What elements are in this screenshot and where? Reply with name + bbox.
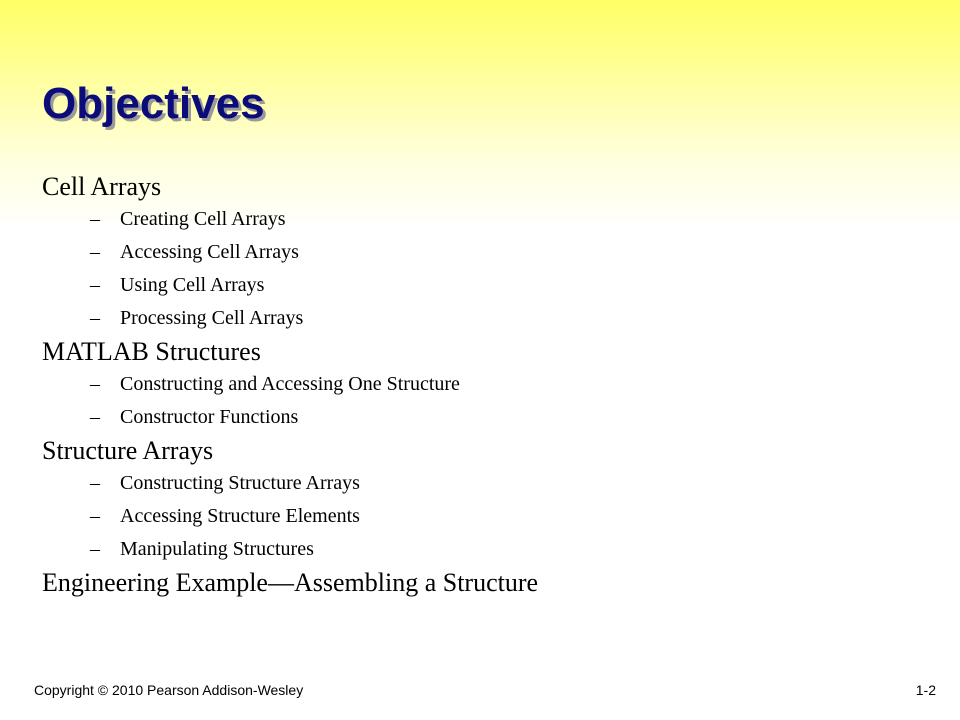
page-number: 1-2: [915, 682, 936, 698]
list-item: [42, 203, 922, 236]
slide-title: Objectives: [42, 79, 265, 128]
section-heading-structure-arrays: Structure Arrays: [42, 436, 214, 465]
list-item: [42, 269, 922, 302]
list-item: [42, 500, 922, 533]
list-item: [42, 302, 922, 335]
objectives-list: [42, 170, 922, 599]
dash-bullet: –: [90, 241, 100, 263]
section-heading-matlab-structures: MATLAB Structures: [42, 337, 261, 366]
copyright-text: Copyright © 2010 Pearson Addison-Wesley: [34, 682, 304, 698]
list-item-label: Creating Cell Arrays: [120, 208, 286, 230]
list-item: [42, 236, 922, 269]
list-item-label: Using Cell Arrays: [120, 274, 265, 296]
section-heading-engineering-example: Engineering Example—Assembling a Structure: [42, 568, 539, 597]
dash-bullet: –: [90, 274, 100, 296]
dash-bullet: –: [90, 472, 100, 494]
list-item-label: Manipulating Structures: [120, 538, 314, 560]
list-item: [42, 533, 922, 566]
dash-bullet: –: [90, 406, 100, 428]
list-item-label: Processing Cell Arrays: [120, 307, 304, 329]
dash-bullet: –: [90, 505, 100, 527]
dash-bullet: –: [90, 538, 100, 560]
list-item: [42, 467, 922, 500]
dash-bullet: –: [90, 373, 100, 395]
list-item-label: Constructing Structure Arrays: [120, 472, 360, 494]
list-item-label: Accessing Cell Arrays: [120, 241, 299, 263]
list-item: [42, 401, 922, 434]
list-item-label: Accessing Structure Elements: [120, 505, 360, 527]
dash-bullet: –: [90, 307, 100, 329]
list-item-label: Constructor Functions: [120, 406, 299, 428]
list-item-label: Constructing and Accessing One Structure: [120, 373, 460, 395]
dash-bullet: –: [90, 208, 100, 230]
section-heading-cell-arrays: Cell Arrays: [42, 172, 162, 201]
list-item: [42, 368, 922, 401]
